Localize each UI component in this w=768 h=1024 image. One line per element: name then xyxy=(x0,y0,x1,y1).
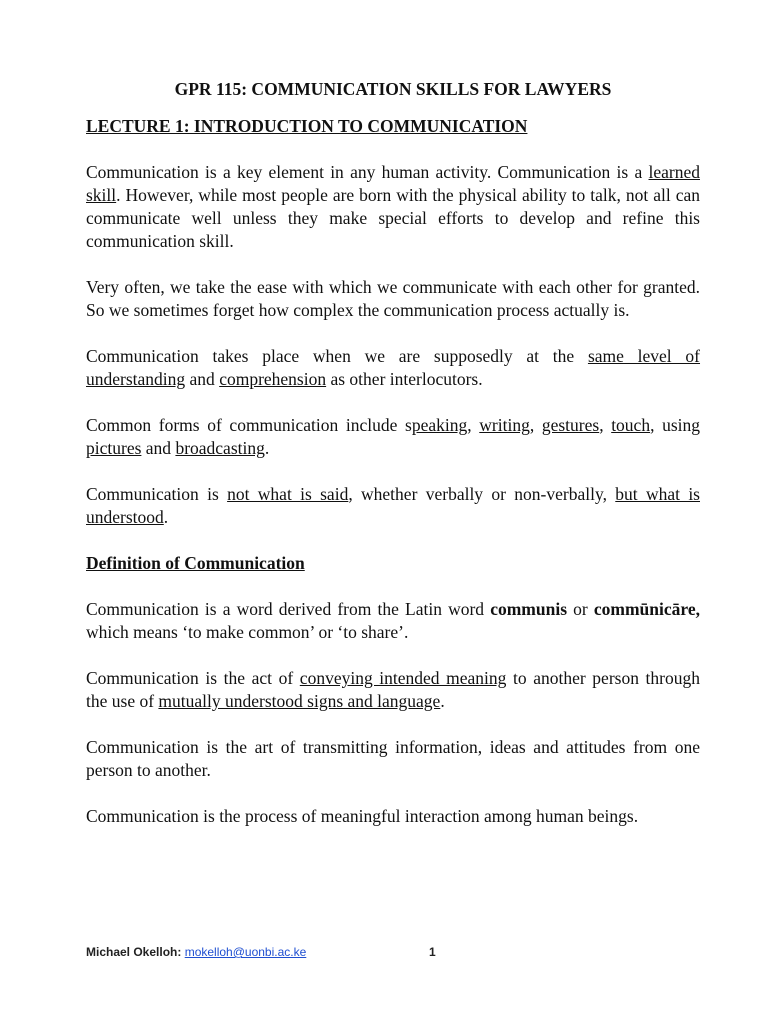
bold-communicare: commūnicāre, xyxy=(593,599,700,619)
definition-paragraph-1: Communication is a word derived from the Latin word communis or commūnicāre, which means ‘to make common’ or ‘to share’. xyxy=(86,599,700,642)
definition-paragraph-3: Communication is the art of transmitting information, ideas and attitudes from one person to another. xyxy=(86,737,700,780)
footer-email-link[interactable]: mokelloh@uonbi.ac.ke xyxy=(184,945,307,959)
underlined-what-is-understood: but what is understood xyxy=(86,484,700,527)
underlined-learned-skill: learned skill xyxy=(86,162,700,205)
underlined-conveying-meaning: conveying intended meaning xyxy=(299,668,507,688)
underlined-not-what-is-said: not what is said xyxy=(227,484,349,504)
underlined-pictures: pictures xyxy=(86,438,142,458)
lecture-heading: LECTURE 1: INTRODUCTION TO COMMUNICATION xyxy=(86,116,528,136)
footer-author: Michael Okelloh: xyxy=(86,945,182,959)
definition-heading: Definition of Communication xyxy=(86,553,305,573)
underlined-same-level: same level of understanding xyxy=(86,346,701,389)
page-number: 1 xyxy=(429,945,436,959)
underlined-mutually-understood: mutually understood signs and language xyxy=(158,691,441,711)
intro-paragraph-1: Communication is a key element in any human activity. Communication is a learned skill. However, while most people are born with the physical ability to talk, not all can communicate well unless they make special efforts to develop and refine this communication skill. xyxy=(86,162,700,251)
intro-paragraph-3: Communication takes place when we are supposedly at the same level of understanding and comprehension as other interlocutors. xyxy=(86,346,701,389)
definition-paragraph-2: Communication is the act of conveying intended meaning to another person through the use of mutually understood signs and language. xyxy=(86,668,701,711)
intro-paragraph-4: Common forms of communication include speaking, writing, gestures, touch, using pictures and broadcasting. xyxy=(86,415,700,458)
underlined-broadcasting: broadcasting xyxy=(175,438,265,458)
underlined-touch: touch xyxy=(611,415,651,435)
definition-paragraph-4: Communication is the process of meaningful interaction among human beings. xyxy=(86,806,639,826)
bold-communis: communis xyxy=(490,599,568,619)
underlined-gestures: gestures xyxy=(541,415,600,435)
document-title: GPR 115: COMMUNICATION SKILLS FOR LAWYERS xyxy=(174,79,612,99)
document-page xyxy=(86,78,700,851)
intro-paragraph-5: Communication is not what is said, whether verbally or non-verbally, but what is understood. xyxy=(86,484,700,527)
intro-paragraph-2: Very often, we take the ease with which we communicate with each other for granted. So we sometimes forget how complex the communication process actually is. xyxy=(86,277,700,320)
underlined-comprehension: comprehension xyxy=(219,369,327,389)
underlined-writing: writing xyxy=(479,415,530,435)
underlined-speaking: peaking xyxy=(411,415,468,435)
page-footer xyxy=(86,945,700,959)
